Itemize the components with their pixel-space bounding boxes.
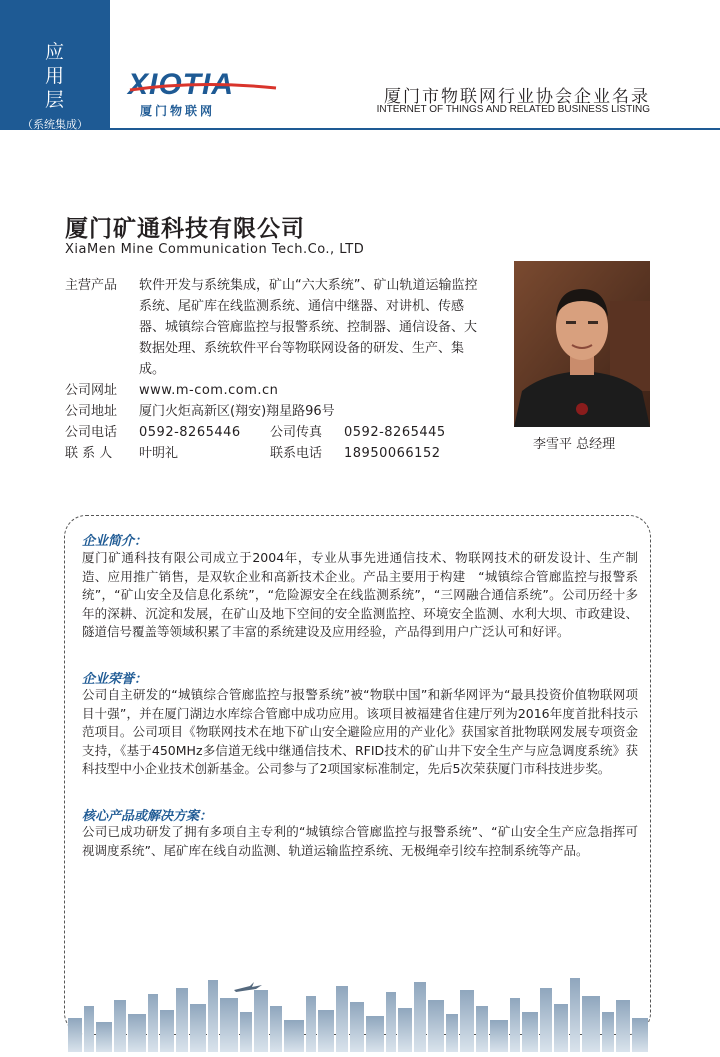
intro-paragraph: 厦门矿通科技有限公司成立于2004年，专业从事先进通信技术、物联网技术的研发设计、生产制造、应用推广销售，是双软企业和高新技术企业。产品主要用于构建 “城镇综合管廊监控与报警系统”，“矿山安全及信息化系统”，“危险源安全在线监测系统”，“三网融合通信系统”。公司历经十多年的深耕、沉淀和发展，在矿山及地下空间的安全监测监控、环境安全监测、水利大坝、市政建设、隧道信号覆盖等领域积累了丰富的系统建设及应用经验，产品得到用户广泛认可和好评。: [82, 550, 638, 640]
business-label: 主营产品: [65, 278, 118, 293]
fax-label: 公司传真: [270, 425, 323, 440]
address-row: [65, 401, 485, 422]
company-name-cn: 厦门矿通科技有限公司: [65, 216, 305, 242]
phone-value: 0592-8265446: [139, 425, 241, 440]
portrait-image: [514, 261, 650, 427]
contact-value: 叶明礼: [139, 446, 179, 461]
header-title: 厦门市物联网行业协会企业名录: [384, 87, 650, 107]
address-value: 厦门火炬高新区(翔安)翔星路96号: [139, 404, 335, 419]
contact-row: [65, 443, 485, 464]
header-divider: [110, 128, 720, 130]
phone-fax-row: [65, 422, 485, 443]
logo-swoosh-icon: [128, 82, 278, 92]
business-row: [65, 275, 485, 380]
business-value: 软件开发与系统集成，矿山“六大系统”、矿山轨道运输监控系统、尾矿库在线监测系统、通信中继器、对讲机、传感器、城镇综合管廊监控与报警系统、控制器、通信设备、大数据处理、系统软件平台等物联网设备的研发、生产、集成。: [139, 278, 478, 377]
fax-value: 0592-8265445: [344, 425, 446, 440]
city-skyline-icon: [64, 960, 651, 1052]
honor-paragraph: 公司自主研发的“城镇综合管廊监控与报警系统”被“物联中国”和新华网评为“最具投资价值物联网项目十强”，并在厦门湖边水库综合管廊中成功应用。该项目被福建省住建厅列为2016年度首批科技示范项目。公司项目《物联网技术在地下矿山安全避险应用的产业化》获国家首批物联网发展专项资金支持，《基于450MHz多信道无线中继通信技术、RFID技术的矿山井下安全生产与应急调度系统》获科技型中小企业技术创新基金。公司参与了2项国家标准制定，先后5次荣获厦门市科技进步奖。: [82, 687, 638, 777]
category-label: [0, 40, 110, 112]
header-subtitle: INTERNET OF THINGS AND RELATED BUSINESS LISTING: [376, 104, 650, 115]
logo-chinese-name: 厦门物联网: [140, 104, 216, 118]
photo-caption: 李雪平 总经理: [533, 437, 616, 452]
phone-label: 公司电话: [65, 425, 118, 440]
category-char-1: 应: [44, 41, 65, 63]
contact-label: 联 系 人: [65, 446, 113, 461]
website-row: [65, 380, 485, 401]
manager-photo: [514, 261, 650, 427]
category-sub-label: （系统集成）: [22, 118, 88, 131]
association-logo: [128, 70, 278, 120]
category-char-3: 层: [44, 89, 65, 111]
category-char-2: 用: [44, 65, 65, 87]
intro-heading: 企业简介：: [82, 534, 148, 549]
category-tab: [0, 0, 110, 130]
company-name-en: XiaMen Mine Communication Tech.Co., LTD: [65, 242, 365, 257]
contact-phone-value: 18950066152: [344, 446, 441, 461]
address-label: 公司地址: [65, 404, 118, 419]
phone-fax-pair: [139, 422, 485, 443]
honor-heading: 企业荣誉：: [82, 672, 148, 687]
products-heading: 核心产品或解决方案：: [82, 809, 213, 824]
logo-wordmark: XIOTIA: [128, 68, 235, 101]
website-link[interactable]: www.m-com.com.cn: [139, 383, 279, 398]
products-paragraph: 公司已成功研发了拥有多项自主专利的“城镇综合管廊监控与报警系统”、“矿山安全生产应急指挥可视调度系统”、尾矿库在线自动监测、轨道运输监控系统、无极绳牵引绞车控制系统等产品。: [82, 824, 638, 858]
company-info: [65, 275, 485, 464]
contact-phone-label: 联系电话: [270, 446, 323, 461]
website-label: 公司网址: [65, 383, 118, 398]
contact-pair: [139, 443, 485, 464]
